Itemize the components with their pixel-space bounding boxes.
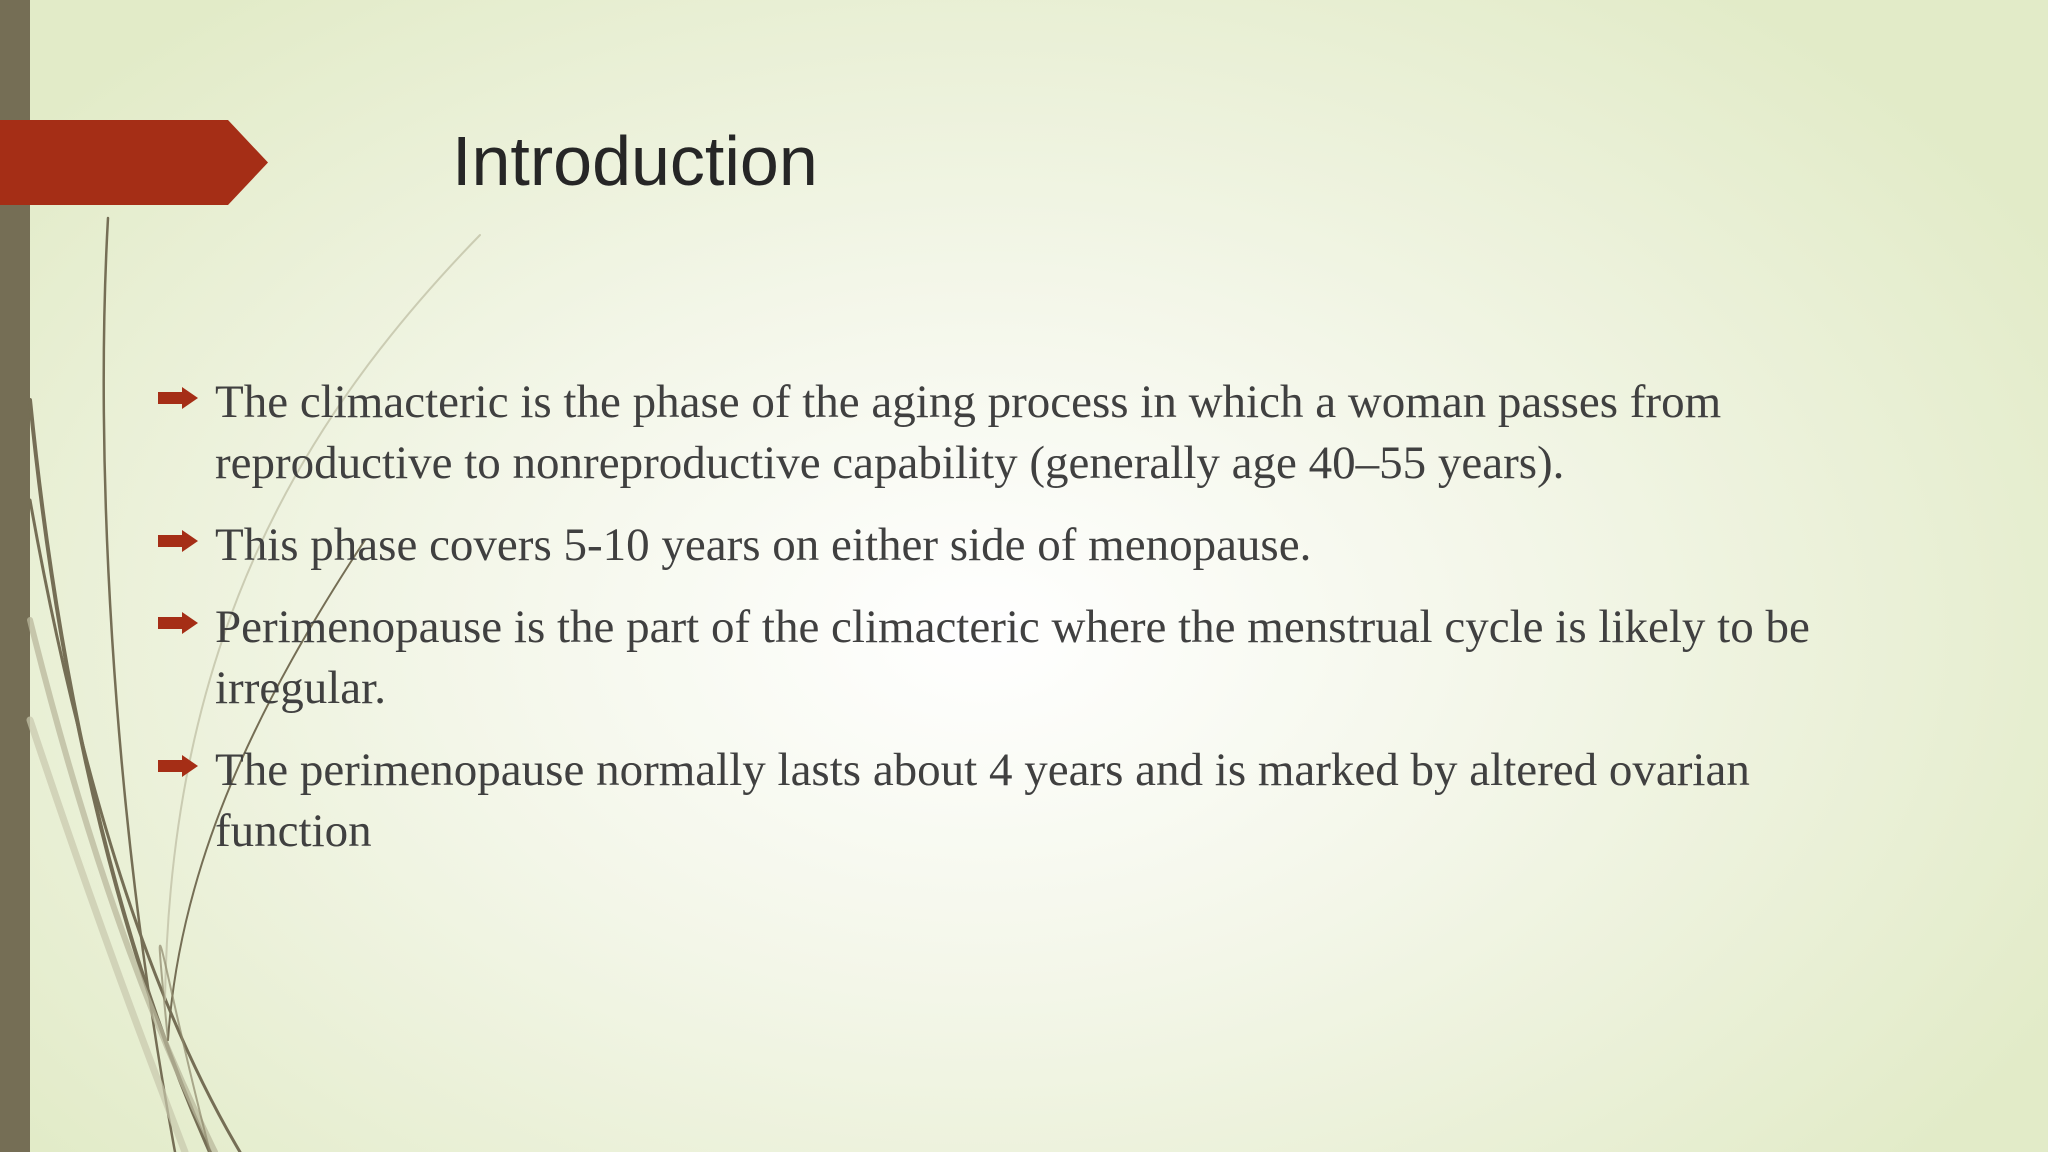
bullet-item bbox=[158, 740, 1898, 862]
arrow-bullet-icon bbox=[158, 387, 198, 409]
bullet-item bbox=[158, 515, 1898, 576]
arrow-bullet-icon bbox=[158, 612, 198, 634]
bullet-item bbox=[158, 372, 1898, 494]
arrow-bullet-icon bbox=[158, 755, 198, 777]
bullet-text: The perimenopause normally lasts about 4 years and is marked by altered ovarian function bbox=[215, 744, 1750, 857]
bullet-item bbox=[158, 597, 1898, 719]
slide-title: Introduction bbox=[452, 122, 818, 200]
bullet-text: The climacteric is the phase of the aging process in which a woman passes from reproductive to nonreproductive capability (generally age 40–55 years). bbox=[215, 376, 1722, 489]
bullet-text: Perimenopause is the part of the climacteric where the menstrual cycle is likely to be irregular. bbox=[215, 601, 1810, 714]
arrow-bullet-icon bbox=[158, 530, 198, 552]
title-arrow-icon bbox=[0, 120, 268, 205]
bullet-list bbox=[158, 372, 1898, 883]
bullet-text: This phase covers 5-10 years on either side of menopause. bbox=[215, 519, 1312, 571]
